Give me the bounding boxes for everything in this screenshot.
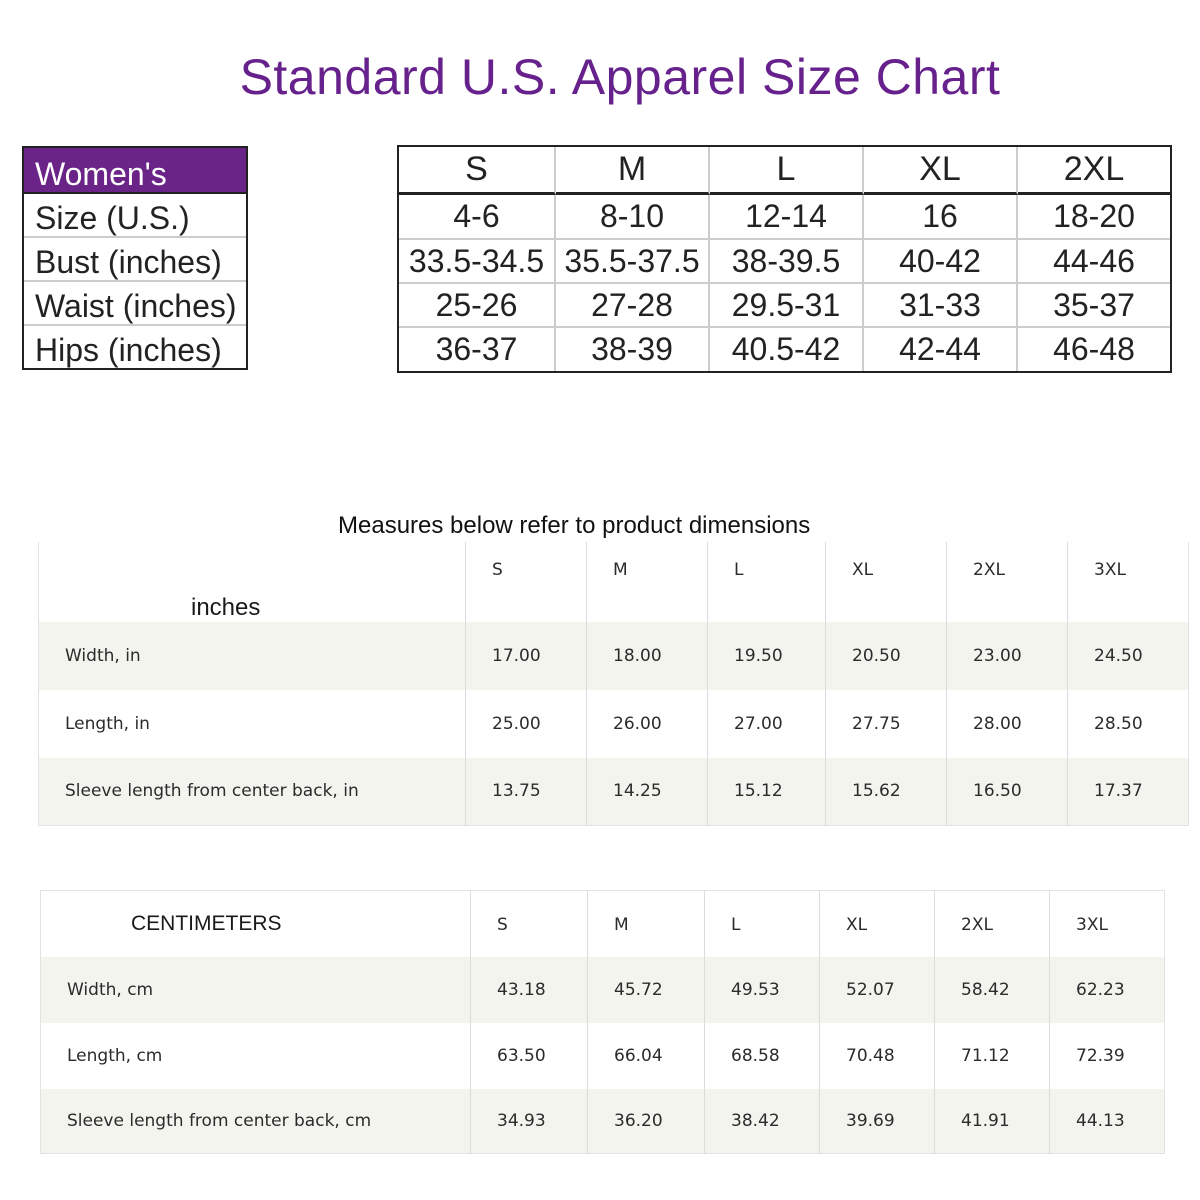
unit-label: CENTIMETERS bbox=[131, 912, 282, 935]
measure-value: 13.75 bbox=[466, 758, 587, 825]
womens-size-value: 35-37 bbox=[1018, 284, 1170, 328]
womens-size-value: 33.5-34.5 bbox=[399, 240, 556, 284]
table-row bbox=[39, 622, 1189, 690]
page-title: Standard U.S. Apparel Size Chart bbox=[239, 49, 1001, 105]
womens-size-value: 16 bbox=[864, 195, 1018, 240]
measure-value: 16.50 bbox=[947, 758, 1068, 825]
size-header: M bbox=[588, 891, 705, 957]
womens-size-header: XL bbox=[864, 147, 1018, 195]
womens-size-value: 12-14 bbox=[710, 195, 864, 240]
womens-size-value: 46-48 bbox=[1053, 331, 1135, 367]
measure-value: 41.91 bbox=[935, 1089, 1050, 1154]
womens-size-value: 35.5-37.5 bbox=[556, 240, 710, 284]
womens-row-label: Waist (inches) bbox=[24, 282, 246, 326]
womens-size-value: 42-44 bbox=[864, 328, 1018, 371]
womens-size-value: 38-39 bbox=[556, 328, 710, 371]
measure-value: 17.37 bbox=[1068, 758, 1189, 825]
measure-value: 62.23 bbox=[1050, 957, 1165, 1023]
measure-value: 27.75 bbox=[826, 690, 947, 758]
womens-size-header: 2XL bbox=[1018, 147, 1170, 195]
womens-size-value: 18-20 bbox=[1018, 195, 1170, 240]
measure-value: 72.39 bbox=[1050, 1023, 1165, 1089]
measure-value: 49.53 bbox=[705, 957, 820, 1023]
table-row bbox=[41, 957, 1165, 1023]
measure-value: 27.00 bbox=[708, 690, 826, 758]
measure-value: 26.00 bbox=[587, 690, 708, 758]
table-row bbox=[39, 690, 1189, 758]
table-row bbox=[41, 1089, 1165, 1154]
size-header: 3XL bbox=[1050, 891, 1165, 957]
womens-size-value: 36-37 bbox=[399, 328, 556, 371]
measure-value: 63.50 bbox=[471, 1023, 588, 1089]
size-header: 3XL bbox=[1068, 542, 1189, 622]
size-header: 2XL bbox=[947, 542, 1068, 622]
inches-table bbox=[38, 542, 1189, 826]
womens-size-header: S bbox=[399, 147, 556, 195]
measure-value: 68.58 bbox=[705, 1023, 820, 1089]
table-row bbox=[41, 1023, 1165, 1089]
womens-size-value: 25-26 bbox=[399, 284, 556, 328]
size-header: 2XL bbox=[935, 891, 1050, 957]
measure-value: 43.18 bbox=[471, 957, 588, 1023]
womens-row-label: Hips (inches) bbox=[35, 332, 222, 368]
measure-value: 18.00 bbox=[587, 622, 708, 690]
size-header: XL bbox=[826, 542, 947, 622]
womens-row-label: Size (U.S.) bbox=[24, 194, 246, 238]
womens-size-value: 40.5-42 bbox=[710, 328, 864, 371]
size-header: L bbox=[708, 542, 826, 622]
measure-value: 17.00 bbox=[466, 622, 587, 690]
size-header: L bbox=[705, 891, 820, 957]
unit-label-cell bbox=[41, 891, 471, 957]
measure-value: 71.12 bbox=[935, 1023, 1050, 1089]
womens-size-value: 8-10 bbox=[556, 195, 710, 240]
size-header: S bbox=[471, 891, 588, 957]
womens-row-label: Bust (inches) bbox=[24, 238, 246, 282]
measure-value: 38.42 bbox=[705, 1089, 820, 1154]
womens-size-value: 31-33 bbox=[864, 284, 1018, 328]
unit-label-cell bbox=[39, 542, 466, 622]
measure-value: 24.50 bbox=[1068, 622, 1189, 690]
measure-value: 23.00 bbox=[947, 622, 1068, 690]
centimeters-table bbox=[40, 890, 1165, 1154]
measure-value: 70.48 bbox=[820, 1023, 935, 1089]
measure-label: Length, in bbox=[65, 714, 150, 734]
womens-size-grid bbox=[397, 145, 1172, 373]
measure-value: 44.13 bbox=[1050, 1089, 1165, 1154]
womens-label-column bbox=[22, 146, 248, 370]
measure-value: 28.50 bbox=[1068, 690, 1189, 758]
womens-size-value: 29.5-31 bbox=[710, 284, 864, 328]
womens-size-value: 4-6 bbox=[399, 195, 556, 240]
size-header: M bbox=[587, 542, 708, 622]
measure-label: Length, cm bbox=[67, 1045, 163, 1066]
unit-label: inches bbox=[191, 594, 261, 621]
measure-value: 19.50 bbox=[708, 622, 826, 690]
womens-header-label: Women's bbox=[24, 148, 246, 194]
womens-size-value: 44-46 bbox=[1018, 240, 1170, 284]
size-header: S bbox=[466, 542, 587, 622]
measure-value: 28.00 bbox=[947, 690, 1068, 758]
measure-label: Width, in bbox=[39, 622, 466, 690]
womens-size-header: M bbox=[556, 147, 710, 195]
measure-value: 15.12 bbox=[708, 758, 826, 825]
measure-value: 39.69 bbox=[820, 1089, 935, 1154]
measure-label: Width, cm bbox=[41, 957, 471, 1023]
table-row bbox=[39, 758, 1189, 825]
measure-value: 14.25 bbox=[587, 758, 708, 825]
measure-value: 15.62 bbox=[826, 758, 947, 825]
table-header-row bbox=[41, 891, 1165, 957]
womens-size-value: 38-39.5 bbox=[710, 240, 864, 284]
measure-value: 52.07 bbox=[820, 957, 935, 1023]
womens-size-value: 40-42 bbox=[864, 240, 1018, 284]
measure-value: 20.50 bbox=[826, 622, 947, 690]
size-header: XL bbox=[820, 891, 935, 957]
womens-size-header: L bbox=[710, 147, 864, 195]
measure-label: Sleeve length from center back, in bbox=[39, 758, 466, 825]
measure-value: 58.42 bbox=[935, 957, 1050, 1023]
measure-value: 66.04 bbox=[588, 1023, 705, 1089]
measure-value: 36.20 bbox=[588, 1089, 705, 1154]
product-dimensions-note: Measures below refer to product dimensions bbox=[338, 512, 811, 539]
womens-size-value: 27-28 bbox=[556, 284, 710, 328]
measure-value: 34.93 bbox=[471, 1089, 588, 1154]
measure-value: 45.72 bbox=[588, 957, 705, 1023]
measure-value: 25.00 bbox=[466, 690, 587, 758]
measure-label: Sleeve length from center back, cm bbox=[41, 1089, 471, 1154]
table-header-row bbox=[39, 542, 1189, 622]
